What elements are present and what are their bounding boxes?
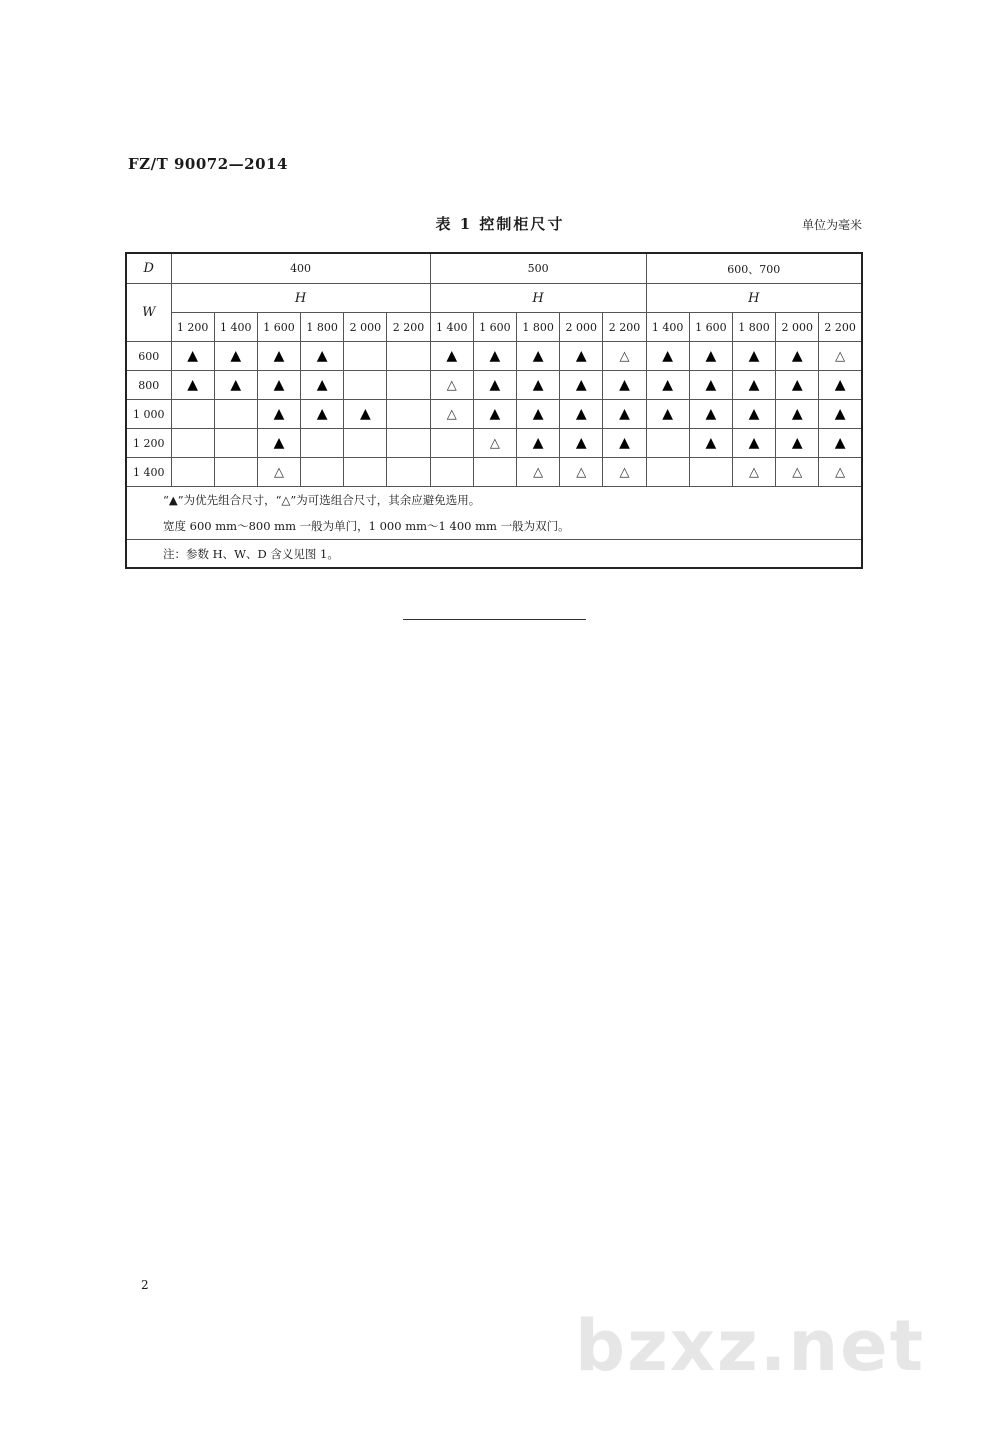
table-cell <box>344 429 387 458</box>
table-cell <box>603 342 646 371</box>
table-cell <box>517 342 560 371</box>
dimension-table <box>125 252 863 569</box>
table-row <box>126 429 862 458</box>
table-cell <box>473 458 516 487</box>
depth-group-500: 500 <box>430 253 646 284</box>
optional-mark: △ <box>792 464 803 480</box>
preferred-mark: ▲ <box>316 377 328 393</box>
preferred-mark: ▲ <box>446 348 458 364</box>
optional-mark: △ <box>446 377 457 393</box>
table-cell <box>517 400 560 429</box>
preferred-mark: ▲ <box>273 377 285 393</box>
preferred-mark: ▲ <box>834 406 846 422</box>
table-cell <box>430 400 473 429</box>
table-cell <box>732 458 775 487</box>
table-cell <box>603 429 646 458</box>
table-cell <box>689 342 732 371</box>
preferred-mark: ▲ <box>619 435 630 451</box>
optional-mark: △ <box>489 435 500 451</box>
preferred-mark: ▲ <box>662 406 674 422</box>
table-cell <box>689 371 732 400</box>
optional-mark: △ <box>273 464 284 480</box>
table-cell <box>171 342 214 371</box>
table-row <box>126 458 862 487</box>
height-label-row <box>126 284 862 313</box>
preferred-mark: ▲ <box>273 406 285 422</box>
h-label: H <box>171 284 430 313</box>
table-cell <box>257 458 300 487</box>
optional-mark: △ <box>835 464 846 480</box>
table-cell <box>257 371 300 400</box>
height-value: 1 400 <box>646 313 689 342</box>
preferred-mark: ▲ <box>705 406 717 422</box>
preferred-mark: ▲ <box>187 348 198 364</box>
table-row <box>126 400 862 429</box>
height-value: 2 000 <box>560 313 603 342</box>
footnote: 注：参数 H、W、D 含义见图 1。 <box>126 540 862 569</box>
table-cell <box>344 371 387 400</box>
table-cell <box>257 342 300 371</box>
table-row <box>126 342 862 371</box>
table-cell <box>603 458 646 487</box>
preferred-mark: ▲ <box>316 348 328 364</box>
optional-mark: △ <box>533 464 544 480</box>
width-value: 1 400 <box>126 458 171 487</box>
table-cell <box>171 371 214 400</box>
height-value: 1 600 <box>257 313 300 342</box>
table-cell <box>646 429 689 458</box>
depth-group-400: 400 <box>171 253 430 284</box>
table-cell <box>344 400 387 429</box>
height-value: 1 800 <box>301 313 344 342</box>
preferred-mark: ▲ <box>748 435 760 451</box>
notes-row <box>126 487 862 540</box>
table-cell <box>560 400 603 429</box>
preferred-mark: ▲ <box>791 348 803 364</box>
table-cell <box>387 371 430 400</box>
table-cell <box>603 371 646 400</box>
preferred-mark: ▲ <box>273 348 285 364</box>
preferred-mark: ▲ <box>489 377 501 393</box>
table-cell <box>257 429 300 458</box>
preferred-mark: ▲ <box>705 348 717 364</box>
preferred-mark: ▲ <box>662 348 674 364</box>
table-cell <box>517 458 560 487</box>
height-value: 1 600 <box>473 313 516 342</box>
table-cell <box>171 458 214 487</box>
table-cell <box>301 458 344 487</box>
table-cell <box>214 429 257 458</box>
table-cell <box>387 429 430 458</box>
preferred-mark: ▲ <box>748 348 760 364</box>
height-value: 2 000 <box>344 313 387 342</box>
legend-note-2: 宽度 600 mm～800 mm 一般为单门，1 000 mm～1 400 mm 一般为双门。 <box>163 519 570 533</box>
table-cell <box>214 400 257 429</box>
w-label: W <box>126 284 171 342</box>
preferred-mark: ▲ <box>489 348 501 364</box>
table-cell <box>517 429 560 458</box>
preferred-mark: ▲ <box>359 406 371 422</box>
optional-mark: △ <box>835 348 846 364</box>
preferred-mark: ▲ <box>705 377 717 393</box>
table-cell <box>430 429 473 458</box>
preferred-mark: ▲ <box>705 435 717 451</box>
preferred-mark: ▲ <box>273 435 285 451</box>
table-title: 表 1 控制柜尺寸 <box>435 215 565 233</box>
table-cell <box>819 342 862 371</box>
table-cell <box>646 342 689 371</box>
h-label: H <box>646 284 862 313</box>
table-cell <box>732 429 775 458</box>
preferred-mark: ▲ <box>791 406 803 422</box>
table-cell <box>732 371 775 400</box>
table-cell <box>517 371 560 400</box>
height-value: 2 200 <box>819 313 862 342</box>
table-cell <box>646 400 689 429</box>
table-cell <box>430 458 473 487</box>
table-cell <box>646 371 689 400</box>
optional-mark: △ <box>446 406 457 422</box>
table-cell <box>819 371 862 400</box>
preferred-mark: ▲ <box>575 406 587 422</box>
table-cell <box>732 342 775 371</box>
standard-code: FZ/T 90072—2014 <box>128 155 288 173</box>
table-unit: 单位为毫米 <box>801 218 862 232</box>
table-cell <box>301 342 344 371</box>
height-value: 1 400 <box>214 313 257 342</box>
table-cell <box>776 400 819 429</box>
height-value: 2 200 <box>603 313 646 342</box>
preferred-mark: ▲ <box>834 377 846 393</box>
preferred-mark: ▲ <box>791 377 803 393</box>
table-cell <box>819 429 862 458</box>
width-value: 800 <box>126 371 171 400</box>
table-cell <box>430 371 473 400</box>
preferred-mark: ▲ <box>575 435 587 451</box>
table-cell <box>171 400 214 429</box>
width-value: 1 200 <box>126 429 171 458</box>
table-cell <box>560 429 603 458</box>
table-cell <box>776 342 819 371</box>
table-cell <box>214 458 257 487</box>
preferred-mark: ▲ <box>748 377 760 393</box>
table-cell <box>646 458 689 487</box>
legend-note-1: “▲”为优先组合尺寸，“△”为可选组合尺寸，其余应避免选用。 <box>163 493 481 507</box>
footnote-row <box>126 540 862 569</box>
table-cell <box>171 429 214 458</box>
preferred-mark: ▲ <box>532 377 544 393</box>
optional-mark: △ <box>619 348 630 364</box>
table-cell <box>560 458 603 487</box>
table-cell <box>301 400 344 429</box>
preferred-mark: ▲ <box>532 406 544 422</box>
preferred-mark: ▲ <box>316 406 328 422</box>
height-value: 1 800 <box>517 313 560 342</box>
preferred-mark: ▲ <box>532 348 544 364</box>
preferred-mark: ▲ <box>230 377 242 393</box>
table-cell <box>387 400 430 429</box>
preferred-mark: ▲ <box>748 406 760 422</box>
table-cell <box>819 458 862 487</box>
table-cell <box>387 458 430 487</box>
table-cell <box>776 429 819 458</box>
depth-header-row <box>126 253 862 284</box>
preferred-mark: ▲ <box>834 435 846 451</box>
table-cell <box>473 429 516 458</box>
table-cell <box>776 371 819 400</box>
table-cell <box>301 371 344 400</box>
table-cell <box>560 342 603 371</box>
d-label: D <box>126 253 171 284</box>
height-value: 1 600 <box>689 313 732 342</box>
height-value: 1 400 <box>430 313 473 342</box>
table-row <box>126 371 862 400</box>
table-cell <box>776 458 819 487</box>
table-cell <box>257 400 300 429</box>
width-value: 1 000 <box>126 400 171 429</box>
depth-group-600-700: 600、700 <box>646 253 862 284</box>
height-values-row <box>126 313 862 342</box>
preferred-mark: ▲ <box>662 377 674 393</box>
legend-notes <box>126 487 862 540</box>
table-cell <box>473 342 516 371</box>
table-cell <box>560 371 603 400</box>
preferred-mark: ▲ <box>230 348 242 364</box>
preferred-mark: ▲ <box>187 377 198 393</box>
table-cell <box>387 342 430 371</box>
preferred-mark: ▲ <box>791 435 803 451</box>
page-number: 2 <box>141 1278 149 1292</box>
table-cell <box>732 400 775 429</box>
height-value: 1 800 <box>732 313 775 342</box>
height-value: 2 200 <box>387 313 430 342</box>
table-cell <box>430 342 473 371</box>
table-cell <box>301 429 344 458</box>
table-cell <box>344 342 387 371</box>
preferred-mark: ▲ <box>532 435 544 451</box>
end-divider <box>403 619 586 620</box>
optional-mark: △ <box>749 464 760 480</box>
table-cell <box>689 400 732 429</box>
preferred-mark: ▲ <box>575 377 587 393</box>
height-value: 2 000 <box>776 313 819 342</box>
table-cell <box>603 400 646 429</box>
table-cell <box>473 371 516 400</box>
optional-mark: △ <box>576 464 587 480</box>
height-value: 1 200 <box>171 313 214 342</box>
preferred-mark: ▲ <box>619 406 630 422</box>
optional-mark: △ <box>619 464 630 480</box>
table-cell <box>689 429 732 458</box>
table-cell <box>214 342 257 371</box>
preferred-mark: ▲ <box>489 406 501 422</box>
table-cell <box>214 371 257 400</box>
table-cell <box>689 458 732 487</box>
table-cell <box>473 400 516 429</box>
preferred-mark: ▲ <box>575 348 587 364</box>
table-cell <box>819 400 862 429</box>
h-label: H <box>430 284 646 313</box>
table-cell <box>344 458 387 487</box>
watermark-logo: bzxz.net <box>575 1305 926 1387</box>
width-value: 600 <box>126 342 171 371</box>
preferred-mark: ▲ <box>619 377 630 393</box>
